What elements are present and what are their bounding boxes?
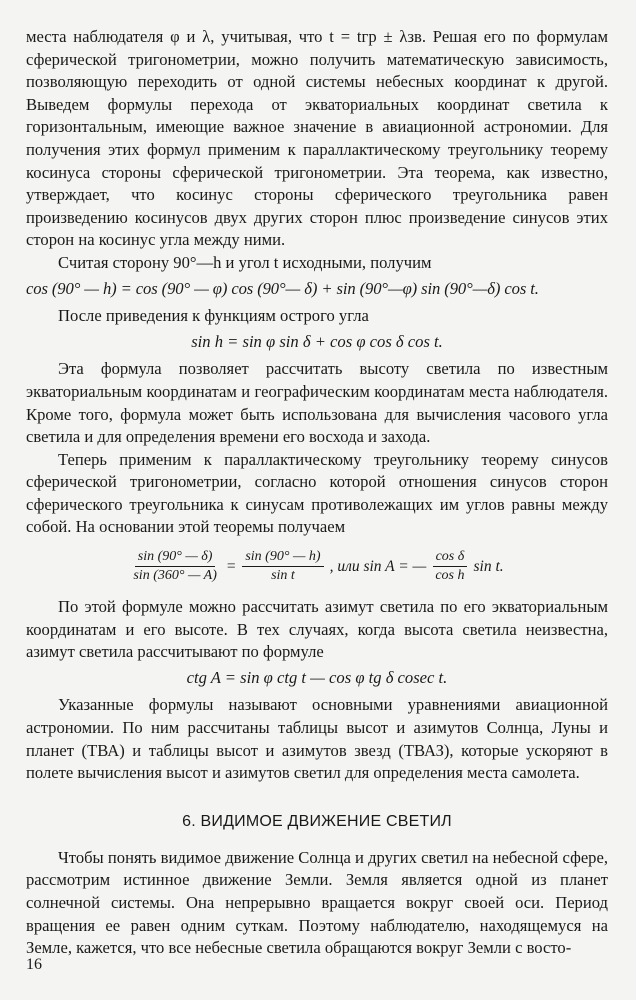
formula-height: sin h = sin φ sin δ + cos φ cos δ cos t.	[191, 331, 443, 351]
page-number: 16	[26, 956, 42, 973]
paragraph-1: места наблюдателя φ и λ, учитывая, что t = tгр ± λзв. Решая его по формулам сферической тригонометрии, можно получить математическую зависимость, позволяющую переходить от одной системы небесных координат к другой. Выведем формулы перехода от экваториальных координат светила к горизонтальным, имеющие важное значение в авиационной астрономии. Для получения этих формул применим к параллактическому треугольнику теорему косинуса стороны сферической тригонометрии. Эта теорема, как известно, утверждает, что косинус стороны сферического треугольника равен произведению косинусов двух других сторон плюс произведение синусов этих сторон на косинус угла между ними.	[26, 27, 608, 250]
paragraph-2: Считая сторону 90°—h и угол t исходными, получим	[58, 252, 432, 272]
formula-tail: sin t.	[473, 557, 504, 575]
formula-connector: , или sin A = —	[329, 557, 427, 575]
paragraph-8: Чтобы понять видимое движение Солнца и других светил на небесной сфере, рассмотрим истинное движение Земли. Земля является одной из планет солнечной системы. Она непрерывно вращается вокруг своей оси. Период вращения ее равен одним суткам. Поэтому наблюдателю, находящемуся на Земле, кажется, что все небесные светила обращаются вокруг Земли с восто-	[26, 847, 608, 958]
fraction-left	[130, 549, 220, 584]
fraction-right-denominator: cos h	[435, 568, 465, 584]
equals-sign: =	[225, 557, 237, 575]
paragraph-6: По этой формуле можно рассчитать азимут светила по его экваториальным координатам и его высоте. В тех случаях, когда высота светила неизвестна, азимут светила рассчитывают по формуле	[26, 597, 608, 662]
fraction-left-denominator: sin (360° — A)	[133, 568, 217, 584]
formula-cosine-theorem: cos (90° — h) = cos (90° — φ) cos (90°— δ) + sin (90°—φ) sin (90°—δ) cos t.	[26, 278, 539, 298]
paragraph-7: Указанные формулы называют основными уравнениями авиационной астрономии. По ним рассчитаны таблицы высот и азимутов Солнца, Луны и планет (ТВА) и таблицы высот и азимутов звезд (ТВАЗ), которые ускоряют в полете вычисления высот и азимутов светил для определения места самолета.	[26, 695, 608, 783]
fraction-left-numerator: sin (90° — δ)	[135, 549, 216, 567]
fraction-middle	[242, 549, 323, 584]
formula-azimuth: ctg A = sin φ ctg t — cos φ tg δ cosec t.	[186, 667, 448, 687]
formula-sine-theorem	[26, 549, 608, 584]
fraction-middle-denominator: sin t	[271, 568, 295, 584]
paragraph-5: Теперь применим к параллактическому треугольнику теорему синусов сферической тригонометрии, согласно которой отношения синусов сторон сферического треугольника к синусам противолежащих им углов равны между собой. На основании этой теоремы получаем	[26, 449, 608, 537]
fraction-right-numerator: cos δ	[433, 549, 468, 567]
fraction-middle-numerator: sin (90° — h)	[242, 549, 323, 567]
section-heading: 6. ВИДИМОЕ ДВИЖЕНИЕ СВЕТИЛ	[182, 812, 452, 830]
paragraph-3: После приведения к функциям острого угла	[58, 306, 369, 326]
paragraph-4: Эта формула позволяет рассчитать высоту светила по известным экваториальным координатам и географическим координатам места наблюдателя. Кроме того, формула может быть использована для вычисления часового угла светила и для определения времени его восхода и захода.	[26, 359, 608, 447]
fraction-right	[432, 549, 467, 584]
